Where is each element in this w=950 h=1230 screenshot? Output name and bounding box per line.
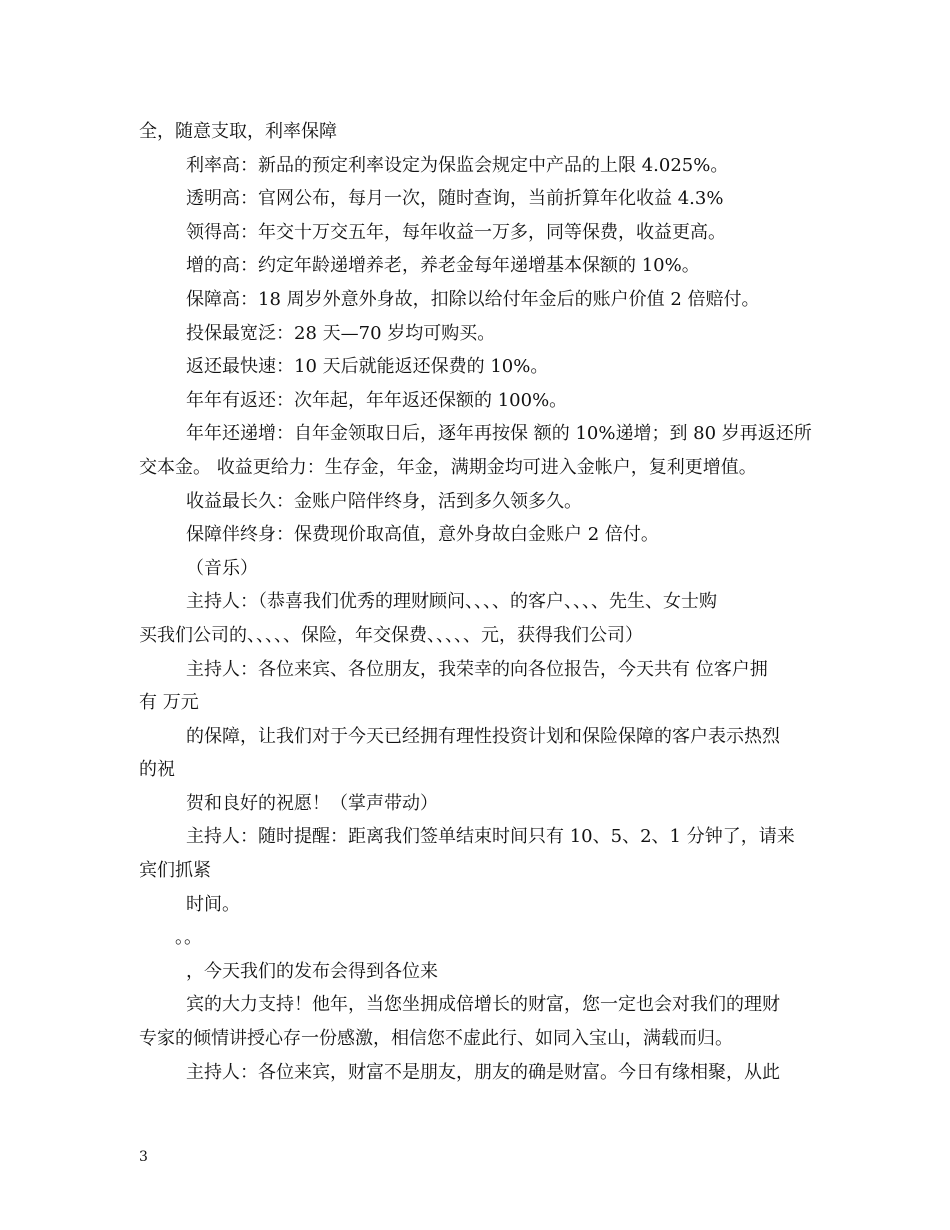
text-line: 有 万元 bbox=[139, 692, 199, 714]
text-line: 主持人：各位来宾、各位朋友，我荣幸的向各位报告，今天共有 位客户拥 bbox=[186, 658, 768, 680]
body-text bbox=[139, 115, 815, 1089]
text-line: 年年有返还：次年起，年年返还保额的 100%。 bbox=[186, 389, 568, 411]
text-line: 时间。 bbox=[186, 893, 240, 915]
text-line: 主持人：（恭喜我们优秀的理财顾问、、、、的客户、、、、先生、女士购 bbox=[186, 591, 717, 613]
text-line: 利率高：新品的预定利率设定为保监会规定中产品的上限 4.025%。 bbox=[186, 154, 729, 176]
text-line: 年年还递增：自年金领取日后，逐年再按保 额的 10%递增；到 80 岁再返还所 bbox=[186, 423, 812, 445]
text-line: 主持人：各位来宾，财富不是朋友，朋友的确是财富。今日有缘相聚，从此 bbox=[186, 1061, 780, 1083]
text-line: 全，随意支取，利率保障 bbox=[139, 121, 337, 142]
text-line: 投保最宽泛：28 天—70 岁均可购买。 bbox=[186, 322, 496, 344]
text-line: 宾的大力支持！他年，当您坐拥成倍增长的财富，您一定也会对我们的理财 bbox=[186, 994, 780, 1016]
text-line: 交本金。 收益更给力：生存金，年金，满期金均可进入金帐户，复利更增值。 bbox=[139, 456, 757, 478]
text-line: 的保障，让我们对于今天已经拥有理性投资计划和保险保障的客户表示热烈 bbox=[186, 725, 780, 747]
text-line: 专家的倾情讲授心存一份感激，相信您不虚此行、如同入宝山，满载而归。 bbox=[139, 1028, 733, 1050]
text-line: ，今天我们的发布会得到各位来 bbox=[186, 960, 438, 982]
text-line: 领得高：年交十万交五年，每年收益一万多，同等保费，收益更高。 bbox=[186, 221, 726, 243]
text-line: （音乐） bbox=[186, 557, 258, 579]
text-line: 。。 bbox=[175, 927, 202, 949]
text-line: 买我们公司的、、、、、保险，年交保费、、、、、元，获得我们公司） bbox=[139, 624, 643, 646]
text-line: 贺和良好的祝愿！（掌声带动） bbox=[186, 792, 438, 814]
text-line: 保障高：18 周岁外意外身故，扣除以给付年金后的账户价值 2 倍赔付。 bbox=[186, 288, 760, 310]
text-line: 宾们抓紧 bbox=[139, 860, 211, 882]
text-line: 的祝 bbox=[139, 759, 175, 781]
text-line: 收益最长久：金账户陪伴终身，活到多久领多久。 bbox=[186, 490, 582, 512]
text-line: 主持人：随时提醒：距离我们签单结束时间只有 10、5、2、1 分钟了，请来 bbox=[186, 826, 795, 848]
text-line: 增的高：约定年龄递增养老，养老金每年递增基本保额的 10%。 bbox=[186, 255, 700, 277]
page-number: 3 bbox=[139, 1149, 148, 1165]
text-line: 返还最快速：10 天后就能返还保费的 10%。 bbox=[186, 356, 549, 378]
text-line: 保障伴终身：保费现价取高值，意外身故白金账户 2 倍付。 bbox=[186, 524, 659, 546]
text-line: 透明高：官网公布，每月一次，随时查询，当前折算年化收益 4.3% bbox=[186, 188, 724, 210]
